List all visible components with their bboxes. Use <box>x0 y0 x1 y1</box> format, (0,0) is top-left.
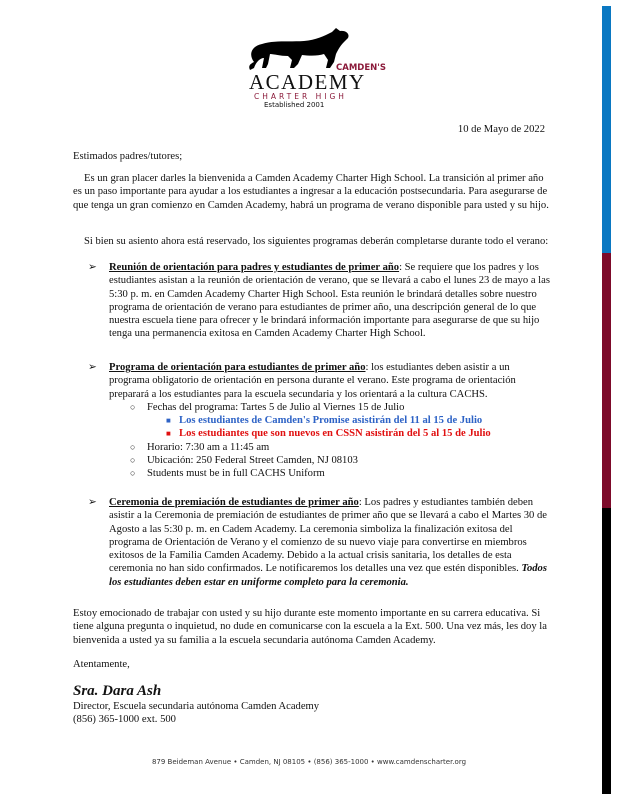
logo-charter-high: CHARTER HIGH <box>254 92 347 101</box>
signature: Sra. Dara Ash <box>73 683 162 699</box>
logo-established: Established 2001 <box>264 101 325 109</box>
square-bullet-icon: ■ <box>166 416 171 426</box>
circle-bullet-icon: ○ <box>130 468 136 479</box>
square-bullet-icon: ■ <box>166 429 171 439</box>
footer-address: 879 Beideman Avenue • Camden, NJ 08105 • (856) 365-1000 • www.camdenscharter.org <box>151 758 467 766</box>
salutation-text: Estimados padres/tutores; <box>73 151 183 162</box>
signer-phone: (856) 365-1000 ext. 500 <box>73 714 176 726</box>
letter-date: 10 de Mayo de 2022 <box>457 124 545 135</box>
arrow-bullet-icon: ➢ <box>88 497 97 508</box>
program-dates: Fechas del programa: Tartes 5 de Julio al Viernes 15 de Julio <box>147 401 405 413</box>
circle-bullet-icon: ○ <box>130 441 136 452</box>
circle-bullet-icon: ○ <box>130 455 136 466</box>
programs-intro: Si bien su asiento ahora está reservado, los siguientes programas deberán completarse durante todo el verano: <box>84 236 549 247</box>
program-location: Ubicación: 250 Federal Street Camden, NJ 08103 <box>147 455 358 467</box>
item-orientation-meeting <box>73 261 551 341</box>
item-heading: Programa de orientación para estudiantes de primer año <box>109 362 366 373</box>
side-bar-maroon <box>602 253 611 508</box>
uniform-emphasis: Todos los estudiantes deben estar en uniforme completo para la ceremonia. <box>109 563 547 588</box>
side-bar-blue <box>602 6 611 253</box>
new-student-dates: Los estudiantes que son nuevos en CSSN asistirán del 5 al 15 de Julio <box>179 428 491 440</box>
item-heading: Ceremonia de premiación de estudiantes de primer año <box>109 497 359 508</box>
program-hours: Horario: 7:30 am a 11:45 am <box>147 441 270 453</box>
school-logo <box>244 24 386 109</box>
item-text: : los estudiantes deben asistir a un programa obligatorio de orientación en persona durante el verano. Este programa de orientación preparará a los estudiantes para la escuela secundaria y los orientará a la cultura CACHS. <box>109 362 516 400</box>
closing-paragraph: Estoy emocionado de trabajar con usted y su hijo durante este momento importante en su carrera educativa. Si tiene alguna pregunta o inquietud, no dude en comunicarse con la escuela a la Ext. 500. Una vez más, les doy la bienvenida a usted ya su familia a la escuela secundaria autónoma Camden Academy. <box>73 608 547 646</box>
promise-dates: Los estudiantes de Camden's Promise asistirán del 11 al 15 de Julio <box>179 415 483 427</box>
signoff: Atentamente, <box>73 659 130 670</box>
item-text: : Se requiere que los padres y los estudiantes asistan a la reunión de orientación de verano, que se llevará a cabo el lunes 23 de mayo a las 5:30 p. m. en Camden Academy Charter High School. Esta reunión le brindará detalles sobre nuestro programa de orientación de verano para estudiantes de primer año, una descripción general de lo que nuestra escuela tiene para ofrecer y le brindará información importante para asegurarse de que su hijo tenga una permanencia exitosa en Camden Academy Charter High School. <box>109 262 550 340</box>
logo-camdens: CAMDEN'S <box>336 63 386 73</box>
arrow-bullet-icon: ➢ <box>88 262 97 273</box>
item-award-ceremony <box>73 496 551 589</box>
uniform-note: Students must be in full CACHS Uniform <box>147 468 325 480</box>
item-heading: Reunión de orientación para padres y estudiantes de primer año <box>109 262 400 273</box>
intro-paragraph: Es un gran placer darles la bienvenida a Camden Academy Charter High School. La transición al primer año es un paso importante para ayudar a los estudiantes a ingresar a la educación postsecundaria. Para asegurarse de que tenga un gran comienzo en Camden Academy, habrá un programa de verano disponible para usted y su hijo. <box>73 173 549 211</box>
item-text: : Los padres y estudiantes también deben asistir a la Ceremonia de premiación de estudiantes de primer año que se llevará a cabo el Martes 30 de Agosto a las 5:30 p. m. en Cadem Academy. La ceremonia simboliza la finalización exitosa del programa de Orientación de Verano y el comienzo de su nuevo viaje para convertirse en miembros exitosos de la Familia Camden Academy. Debido a la actual crisis sanitaria, los detalles de esta ceremonia no han sido confirmados. Le notificaremos los detalles una vez que estén disponibles. <box>109 497 547 575</box>
salutation <box>73 150 551 163</box>
side-bar-black <box>602 508 611 794</box>
arrow-bullet-icon: ➢ <box>88 362 97 373</box>
logo-academy: ACADEMY <box>249 70 366 94</box>
signer-title: Director, Escuela secundaria autónoma Camden Academy <box>73 701 320 712</box>
circle-bullet-icon: ○ <box>130 401 136 412</box>
item-orientation-program <box>73 361 551 481</box>
